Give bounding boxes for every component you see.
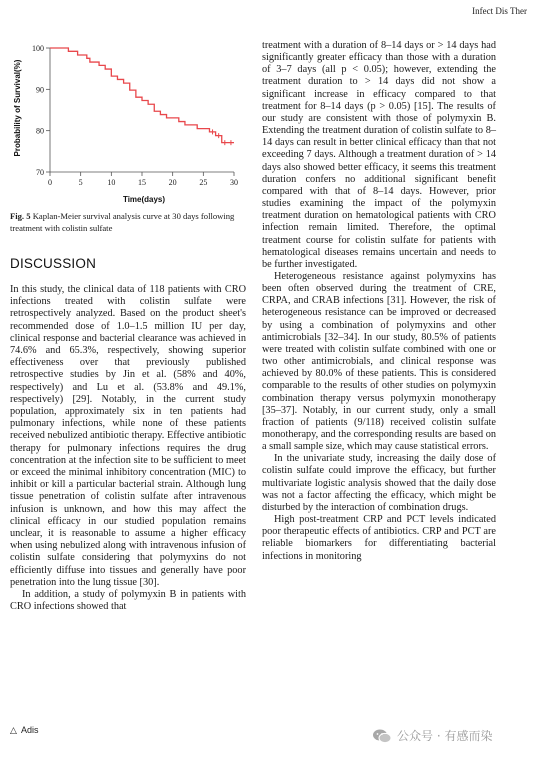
right-paragraph-4: High post-treatment CRP and PCT levels indicated poor therapeutic effects of antibiotics. CRP and PCT are reliable biomarkers for differentiating bacterial infections in monitoring: [262, 514, 496, 562]
x-tick-label-30: 30: [230, 178, 238, 187]
figure-caption-label: Fig. 5: [10, 211, 31, 221]
x-tick-label-15: 15: [138, 178, 146, 187]
survival-curve: [50, 48, 234, 143]
adis-triangle-icon: △: [10, 725, 17, 735]
watermark-text: 公众号 · 有感而染: [397, 729, 493, 743]
x-axis-title: Time(days): [122, 195, 166, 204]
x-tick-label-20: 20: [168, 178, 177, 187]
watermark: [372, 727, 492, 744]
km-chart: [10, 38, 246, 206]
running-head: Infect Dis Ther: [472, 6, 527, 16]
y-axis-title: Probability of Survival(%): [13, 59, 22, 157]
y-tick-label-80: 80: [36, 126, 44, 136]
right-paragraph-2: Heterogeneous resistance against polymyxins has been often observed during the treatment of CRE, CRPA, and CRAB infections [31]. However, the risk of heterogeneous resistance can be improved or decreased by using a combination of polymyxins and other antimicrobials [32–34]. In our study, 80.5% of patients were treated with colistin sulfate combined with one or two other antimicrobials, and clinical response was achieved by 80.0% of these patients. This is considered comparable to the results of other studies on polymyxin combination therapy versus polymyxin monotherapy [35–37]. Notably, in our current study, only a small fraction of patients (9/118) received colistin sulfate monotherapy, and the corresponding results are based on a small sample size, which may cause statistical errors.: [262, 270, 496, 453]
x-tick-label-10: 10: [107, 178, 116, 187]
footer-brand: [10, 725, 38, 736]
y-tick-label-90: 90: [36, 85, 44, 95]
wechat-icon: [372, 728, 392, 744]
left-paragraph-1: In this study, the clinical data of 118 patients with CRO infections treated with colistin sulfate were retrospectively analyzed. Based on the product sheet's recommended dose of 1.0–1.5 million IU per day, clinical response and bacterial clearance was achieved in 74.6% and 65.3%, respectively, showing superior effectiveness over that previously published retrospective studies by Jin et al. (58% and 40%, respectively) and Lu et al. (53.8% and 49.1%, respectively) [29]. Notably, in the current study population, approximately six in ten patients had pulmonary infections, while none of these patients received nebulized antibiotic therapy. Effective antibiotic therapy for pulmonary infections requires the drug concentration at the infection site to be sufficient to meet or exceed the minimal inhibitory concentration (MIC) to inhibit or kill a particular bacterial strain. Although lung tissue penetration of colistin sulfate after intravenous infusion is unknown, and how this may affect the clinical efficacy in our studied population remains unclear, it is reasonable to assume a higher efficacy when using nebulized along with intravenous infusion of colistin sulfate considering that polymyxins do not efficiently diffuse into tissues and generally have poor penetration into the lung tissue [30].: [10, 284, 246, 588]
right-paragraph-3: In the univariate study, increasing the daily dose of colistin sulfate could improve the efficacy, but further multivariate logistic analysis showed that the daily dose was not a factor affecting the efficacy, which might be disturbed by the interaction of combination drugs.: [262, 453, 496, 513]
right-column: [262, 40, 496, 563]
y-tick-label-100: 100: [32, 44, 44, 53]
figure-km-curve: [10, 38, 246, 206]
figure-caption-text: Kaplan-Meier survival analysis curve at 30 days following treatment with colistin sulfate: [10, 211, 235, 233]
footer-brand-text: Adis: [20, 725, 39, 735]
x-tick-label-25: 25: [199, 178, 208, 187]
left-column: [10, 38, 246, 613]
x-tick-label-5: 5: [78, 178, 83, 187]
section-heading-discussion: DISCUSSION: [10, 256, 97, 271]
figure-caption: [10, 210, 246, 234]
right-paragraph-1: treatment with a duration of 8–14 days or > 14 days had significantly greater efficacy than those with a duration of 3–7 days (all p < 0.05); however, extending the treatment duration to > 14 days did not show a significant increase in efficacy compared to that treatment for 8–14 days (p > 0.05) [15]. The results of our study are consistent with those of polymyxin B. Extending the treatment duration of colistin sulfate to 8–14 days can result in better clinical efficacy than that not exceeding 7 days. Although a treatment duration of > 14 days also showed better efficacy, it seems this treatment duration confers no additional significant benefit compared with that of 8–14 days. However, prior studies examining the impact of the polymyxin treatment duration on hematological patients with CRO infection remain limited. Therefore, the optimal treatment course for colistin sulfate for patients with hematological diseases remains uncertain and needs to be further investigated.: [262, 40, 496, 270]
y-tick-label-70: 70: [36, 168, 44, 177]
left-paragraph-2: In addition, a study of polymyxin B in patients with CRO infections showed that: [10, 589, 246, 613]
x-tick-label-0: 0: [48, 178, 52, 187]
